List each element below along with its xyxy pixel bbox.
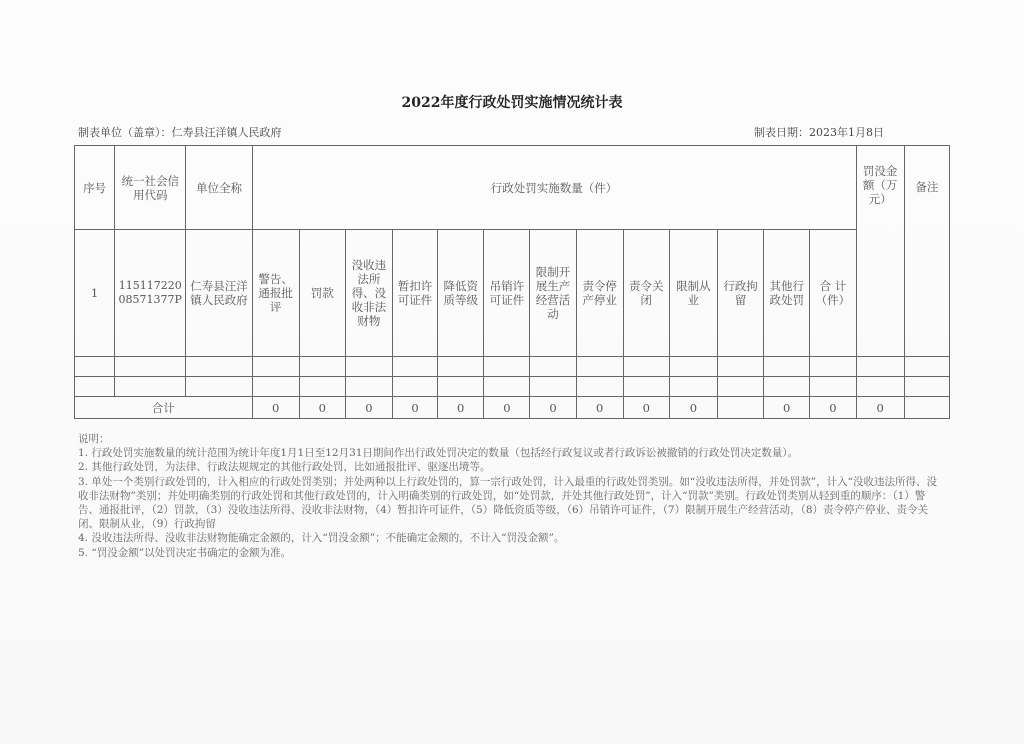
category-cell: 吊销许可证件 [484, 230, 530, 357]
total-row [75, 397, 950, 419]
note-line: 3. 单处一个类别行政处罚的，计入相应的行政处罚类别；并处两种以上行政处罚的，算一宗行政处罚，计入最重的行政处罚类别。如“没收违法所得，并处罚款”，计入“没收违法所得、没收非法财物”类别；并处明确类别的行政处罚和其他行政处罚的，计入明确类别的行政处罚，如“处罚款，并处其他行政处罚”，计入“罚款”类别。行政处罚类别从轻到重的顺序：（1）警告、通报批评，（2）罚款，（3）没收违法所得、没收非法财物，（4）暂扣许可证件，（5）降低资质等级，（6）吊销许可证件，（7）限制开展生产经营活动，（8）责令停产停业、责令关闭、限制从业，（9）行政拘留 [78, 475, 937, 531]
total-value: 0 [764, 397, 810, 419]
category-cell: 降低资质等级 [438, 230, 484, 357]
total-value: 0 [484, 397, 530, 419]
data-row [75, 230, 950, 357]
category-cell: 警告、通报批评 [252, 230, 299, 357]
row-unit-name: 仁寿县汪洋镇人民政府 [186, 230, 252, 357]
category-cell: 行政拘留 [718, 230, 764, 357]
total-value: 0 [299, 397, 345, 419]
page-title: 2022年度行政处罚实施情况统计表 [401, 95, 623, 111]
header-count-group: 行政处罚实施数量（件） [252, 146, 856, 230]
category-cell: 限制从业 [669, 230, 717, 357]
category-cell: 责令关闭 [623, 230, 669, 357]
total-value: 0 [438, 397, 484, 419]
total-label: 合计 [75, 397, 253, 419]
note-line: 2. 其他行政处罚，为法律、行政法规规定的其他行政处罚，比如通报批评、驱逐出境等。 [78, 461, 491, 474]
notes-section [78, 432, 944, 560]
category-cell: 其他行政处罚 [764, 230, 810, 357]
header-remarks: 备注 [904, 146, 949, 357]
empty-row [75, 377, 950, 397]
note-line: 5. “罚没金额”以处罚决定书确定的金额为准。 [78, 546, 292, 559]
total-value: 0 [810, 397, 856, 419]
category-cell: 限制开展生产经营活动 [530, 230, 576, 357]
reporting-unit: 制表单位（盖章）：仁寿县汪洋镇人民政府 [78, 126, 282, 139]
header-unit-name: 单位全称 [186, 146, 252, 230]
row-credit-code: 11511722008571377P [115, 230, 186, 357]
note-line: 4. 没收违法所得、没收非法财物能确定金额的，计入“罚没金额”；不能确定金额的，不计入“罚没金额”。 [78, 532, 565, 545]
total-value [718, 397, 764, 419]
total-value: 0 [252, 397, 299, 419]
notes-heading: 说明： [78, 433, 110, 445]
total-remarks [904, 397, 949, 419]
total-fine-amount: 0 [856, 397, 904, 419]
header-credit-code: 统一社会信用代码 [115, 146, 186, 230]
total-value: 0 [393, 397, 438, 419]
total-value: 0 [530, 397, 576, 419]
total-value: 0 [345, 397, 392, 419]
statistics-table [74, 145, 950, 419]
category-cell: 没收违法所得、没收非法财物 [345, 230, 392, 357]
report-date: 制表日期：2023年1月8日 [754, 126, 884, 139]
total-value: 0 [669, 397, 717, 419]
header-seq: 序号 [75, 146, 115, 230]
category-cell: 合 计（件） [810, 230, 856, 357]
row-seq: 1 [75, 230, 115, 357]
empty-row [75, 357, 950, 377]
category-cell: 暂扣许可证件 [393, 230, 438, 357]
category-cell: 罚款 [299, 230, 345, 357]
category-cell: 责令停产停业 [576, 230, 623, 357]
total-value: 0 [623, 397, 669, 419]
header-row [75, 146, 950, 230]
total-value: 0 [576, 397, 623, 419]
header-fine-amount: 罚没金额（万元） [856, 146, 904, 357]
note-line: 1. 行政处罚实施数量的统计范围为统计年度1月1日至12月31日期间作出行政处罚决定的数量（包括经行政复议或者行政诉讼被撤销的行政处罚决定数量）。 [78, 447, 799, 460]
